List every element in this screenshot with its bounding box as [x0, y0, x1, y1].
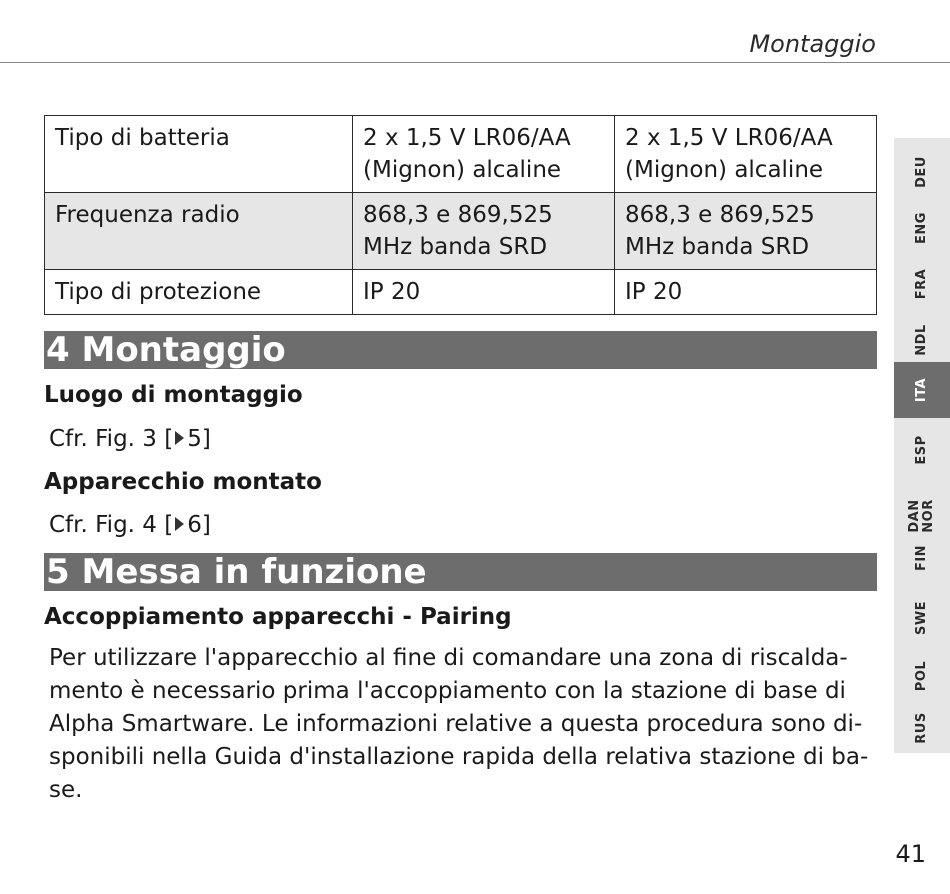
table-cell-value: IP 20: [615, 270, 877, 315]
table-cell-value: 868,3 e 869,525 MHz banda SRD: [353, 193, 615, 270]
language-tab-rus[interactable]: RUS: [914, 712, 929, 744]
page-arrow-icon: [175, 517, 184, 531]
table-cell-label: Frequenza radio: [45, 193, 353, 270]
table-cell-value: IP 20: [353, 270, 615, 315]
paragraph-line: se.: [49, 777, 83, 803]
table-cell-value: 2 x 1,5 V LR06/AA (Mignon) alcaline: [353, 116, 615, 193]
table-row: [45, 270, 877, 315]
subheading-apparecchio-montato: Apparecchio montato: [44, 469, 322, 495]
language-tab-eng[interactable]: ENG: [914, 212, 929, 244]
pairing-paragraph: [49, 642, 869, 807]
paragraph-line: sponibili nella Guida d'installazione rapida della relativa stazione di ba-: [49, 744, 869, 770]
language-tab-fra[interactable]: FRA: [914, 268, 929, 300]
language-tab-pol[interactable]: POL: [914, 660, 929, 692]
table-cell-label: Tipo di protezione: [45, 270, 353, 315]
header-divider: [0, 62, 950, 63]
language-tab-fin[interactable]: FIN: [914, 544, 929, 572]
page-number: 41: [895, 840, 926, 868]
table-cell-value: 2 x 1,5 V LR06/AA (Mignon) alcaline: [615, 116, 877, 193]
paragraph-line: Alpha Smartware. Le informazioni relative a questa procedura sono di-: [49, 711, 863, 737]
table-row: [45, 116, 877, 193]
language-tab-dan-nor[interactable]: DAN NOR: [907, 499, 936, 533]
figure-reference[interactable]: Cfr. Fig. 4 [ 6]: [49, 512, 211, 538]
table-cell-value: 868,3 e 869,525 MHz banda SRD: [615, 193, 877, 270]
language-tab-deu[interactable]: DEU: [914, 156, 929, 188]
table-cell-label: Tipo di batteria: [45, 116, 353, 193]
language-tab-ita[interactable]: ITA: [894, 362, 950, 418]
section-heading-messa-in-funzione: 5 Messa in funzione: [44, 553, 877, 591]
figure-reference[interactable]: Cfr. Fig. 3 [ 5]: [49, 426, 211, 452]
language-tab-esp[interactable]: ESP: [914, 435, 929, 465]
paragraph-line: Per utilizzare l'apparecchio al fine di comandare una zona di riscalda-: [49, 645, 848, 671]
section-heading-montaggio: 4 Montaggio: [44, 331, 877, 369]
language-tab-ndl[interactable]: NDL: [914, 324, 929, 356]
paragraph-line: mento è necessario prima l'accoppiamento con la stazione di base di: [49, 678, 846, 704]
language-tab-strip: [894, 138, 950, 753]
specs-table: [44, 115, 877, 315]
subheading-pairing: Accoppiamento apparecchi - Pairing: [44, 604, 512, 630]
subheading-luogo-di-montaggio: Luogo di montaggio: [44, 382, 303, 408]
running-header-title: Montaggio: [749, 30, 876, 58]
table-row: [45, 193, 877, 270]
language-tab-swe[interactable]: SWE: [914, 600, 929, 636]
page-arrow-icon: [175, 431, 184, 445]
